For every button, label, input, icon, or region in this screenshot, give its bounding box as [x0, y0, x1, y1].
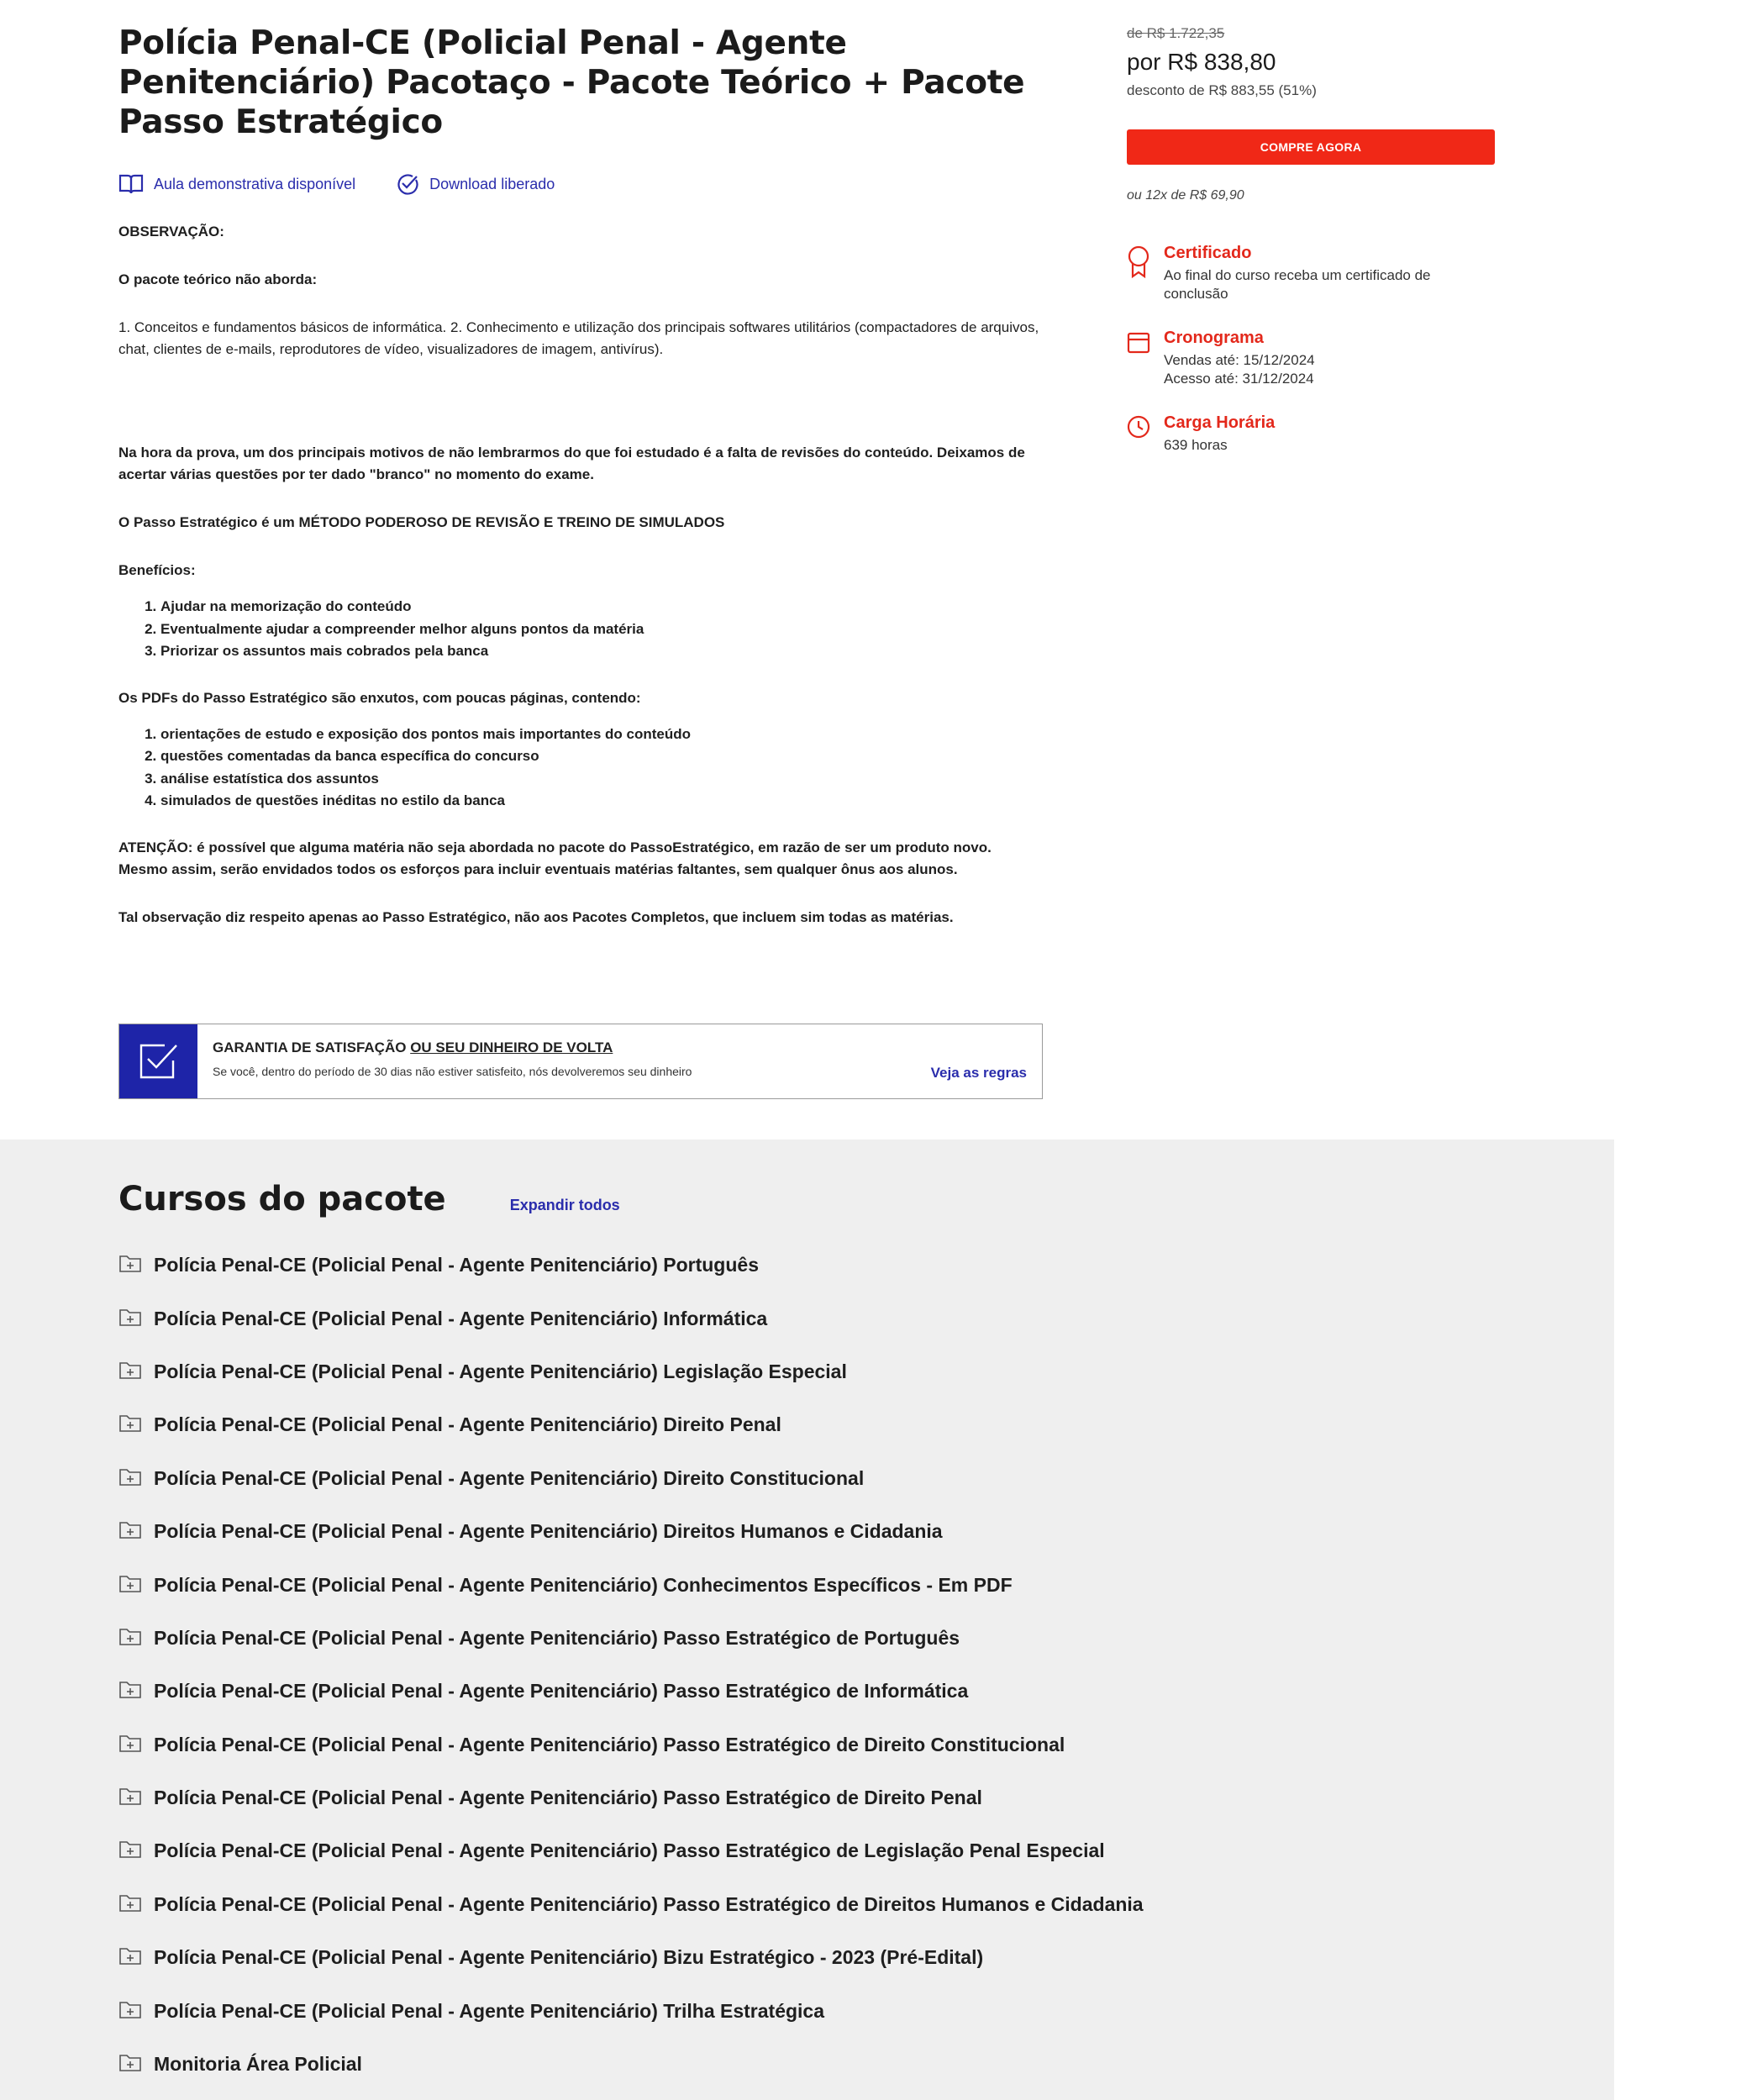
certificate-info — [1127, 244, 1497, 303]
rules-link[interactable]: Veja as regras — [930, 1065, 1027, 1081]
course-item[interactable] — [118, 1239, 1144, 1292]
guarantee-title — [213, 1039, 1025, 1056]
courses-section — [0, 1139, 1614, 2100]
installments: ou 12x de R$ 69,90 — [1127, 188, 1244, 203]
folder-plus-icon — [118, 1413, 142, 1437]
course-item[interactable] — [118, 1612, 1144, 1665]
benefits-label: Benefícios: — [118, 562, 196, 578]
guarantee-title-b: OU SEU DINHEIRO DE VOLTA — [410, 1039, 613, 1055]
course-item[interactable] — [118, 1505, 1144, 1558]
course-name: Polícia Penal-CE (Policial Penal - Agente Penitenciário) Passo Estratégico de Direitos Humanos e Cidadania — [154, 1892, 1144, 1915]
course-item[interactable] — [118, 1931, 1144, 1984]
folder-plus-icon — [118, 1839, 142, 1863]
certificate-label: Certificado — [1164, 244, 1252, 262]
review-paragraph: Na hora da prova, um dos principais motivos de não lembrarmos do que foi estudado é a falta de revisões do conteúdo. Deixamos de acertar várias questões por ter dado "branco" no momento do exame. — [118, 445, 1025, 482]
course-name: Polícia Penal-CE (Policial Penal - Agente Penitenciário) Direitos Humanos e Cidadania — [154, 1520, 943, 1543]
course-name: Polícia Penal-CE (Policial Penal - Agente Penitenciário) Passo Estratégico de Informática — [154, 1680, 969, 1703]
folder-plus-icon — [118, 1945, 142, 1970]
download-badge[interactable] — [396, 172, 555, 196]
buy-now-button[interactable]: COMPRE AGORA — [1127, 129, 1495, 165]
old-price: de R$ 1.722,35 — [1127, 25, 1225, 41]
folder-plus-icon — [118, 1733, 142, 1757]
demo-lesson-label: Aula demonstrativa disponível — [154, 175, 356, 192]
course-name: Polícia Penal-CE (Policial Penal - Agente Penitenciário) Direito Penal — [154, 1413, 781, 1436]
course-item[interactable] — [118, 1345, 1144, 1398]
ribbon-icon — [1127, 244, 1150, 303]
description — [118, 221, 1043, 929]
price: por R$ 838,80 — [1127, 49, 1276, 75]
note-paragraph: Tal observação diz respeito apenas ao Passo Estratégico, não aos Pacotes Completos, que incluem sim todas as matérias. — [118, 908, 954, 925]
obs-list: 1. Conceitos e fundamentos básicos de informática. 2. Conhecimento e utilização dos principais softwares utilitários (compactadores de arquivos, chat, clientes de e-mails, reprodutores de vídeo, visualizadores de imagem, antivírus). — [118, 319, 1039, 357]
course-name: Polícia Penal-CE (Policial Penal - Agente Penitenciário) Português — [154, 1254, 759, 1276]
info-list — [1127, 244, 1497, 455]
clock-icon — [1127, 413, 1150, 455]
folder-plus-icon — [118, 1466, 142, 1491]
discount: desconto de R$ 883,55 (51%) — [1127, 82, 1317, 98]
hours-info — [1127, 413, 1497, 455]
folder-plus-icon — [118, 2052, 142, 2076]
course-item[interactable] — [118, 1718, 1144, 1771]
calendar-icon — [1127, 329, 1150, 388]
course-name: Polícia Penal-CE (Policial Penal - Agente Penitenciário) Bizu Estratégico - 2023 (Pré-Edital) — [154, 1946, 984, 1969]
course-name: Polícia Penal-CE (Policial Penal - Agente Penitenciário) Passo Estratégico de Direito Constitucional — [154, 1733, 1065, 1755]
list-item: 4. simulados de questões inéditas no estilo da banca — [160, 790, 1043, 813]
course-item[interactable] — [118, 1984, 1144, 2037]
folder-plus-icon — [118, 1892, 142, 1917]
folder-plus-icon — [118, 1519, 142, 1544]
certificate-text: Ao final do curso receba um certificado de conclusão — [1164, 267, 1431, 302]
checkbox-icon — [119, 1024, 197, 1098]
folder-plus-icon — [118, 1253, 142, 1277]
course-name: Polícia Penal-CE (Policial Penal - Agente Penitenciário) Conhecimentos Específicos - Em PDF — [154, 1573, 1013, 1596]
folder-plus-icon — [118, 1626, 142, 1650]
folder-plus-icon — [118, 1307, 142, 1331]
guarantee-box — [118, 1024, 1043, 1099]
course-item[interactable] — [118, 1665, 1144, 1718]
courses-header — [118, 1180, 620, 1218]
course-name: Polícia Penal-CE (Policial Penal - Agente Penitenciário) Passo Estratégico de Legislação Penal Especial — [154, 1839, 1105, 1862]
course-item[interactable] — [118, 1558, 1144, 1611]
check-circle-icon — [396, 172, 419, 196]
course-list — [118, 1239, 1144, 2091]
list-item: 2. Eventualmente ajudar a compreender melhor alguns pontos da matéria — [160, 618, 1043, 641]
feature-badges — [118, 172, 1043, 196]
schedule-info — [1127, 329, 1497, 388]
course-item[interactable] — [118, 2038, 1144, 2091]
benefits-list — [118, 596, 1043, 663]
list-item: 1. orientações de estudo e exposição dos pontos mais importantes do conteúdo — [160, 724, 1043, 746]
course-name: Polícia Penal-CE (Policial Penal - Agente Penitenciário) Informática — [154, 1307, 768, 1329]
course-name: Polícia Penal-CE (Policial Penal - Agente Penitenciário) Trilha Estratégica — [154, 1999, 825, 2022]
download-label: Download liberado — [429, 175, 555, 192]
pricing-panel — [1127, 25, 1497, 480]
schedule-label: Cronograma — [1164, 329, 1264, 347]
course-name: Polícia Penal-CE (Policial Penal - Agente Penitenciário) Direito Constitucional — [154, 1466, 865, 1489]
course-item[interactable] — [118, 1878, 1144, 1931]
folder-plus-icon — [118, 1679, 142, 1703]
obs-text: O pacote teórico não aborda: — [118, 271, 318, 287]
folder-plus-icon — [118, 1573, 142, 1597]
guarantee-subtitle: Se você, dentro do período de 30 dias não estiver satisfeito, nós devolveremos seu dinheiro — [213, 1065, 692, 1078]
course-name: Monitoria Área Policial — [154, 2053, 362, 2076]
folder-plus-icon — [118, 1360, 142, 1384]
pdfs-label: Os PDFs do Passo Estratégico são enxutos, com poucas páginas, contendo: — [118, 689, 641, 706]
schedule-sales: Vendas até: 15/12/2024 — [1164, 352, 1315, 368]
hours-text: 639 horas — [1164, 437, 1228, 453]
list-item: 2. questões comentadas da banca específica do concurso — [160, 745, 1043, 768]
hours-label: Carga Horária — [1164, 413, 1276, 432]
guarantee-body — [197, 1024, 1042, 1098]
list-item: 3. análise estatística dos assuntos — [160, 768, 1043, 791]
product-main — [118, 24, 1043, 955]
course-item[interactable] — [118, 1771, 1144, 1824]
pdfs-list — [118, 724, 1043, 813]
folder-plus-icon — [118, 1999, 142, 2024]
course-item[interactable] — [118, 1398, 1144, 1451]
demo-lesson-link[interactable] — [118, 173, 355, 195]
schedule-access: Acesso até: 31/12/2024 — [1164, 371, 1314, 387]
attention-paragraph: ATENÇÃO: é possível que alguma matéria não seja abordada no pacote do PassoEstratégico, em razão de ser um produto novo. Mesmo assim, serão envidados todos os esforços para incluir eventuais matérias faltantes, sem qualquer ônus aos alunos. — [118, 839, 992, 877]
obs-label: OBSERVAÇÃO: — [118, 224, 224, 239]
course-item[interactable] — [118, 1824, 1144, 1877]
course-item[interactable] — [118, 1292, 1144, 1345]
method-paragraph: O Passo Estratégico é um MÉTODO PODEROSO DE REVISÃO E TREINO DE SIMULADOS — [118, 514, 725, 530]
course-name: Polícia Penal-CE (Policial Penal - Agente Penitenciário) Passo Estratégico de Português — [154, 1626, 960, 1649]
courses-title: Cursos do pacote — [118, 1180, 446, 1218]
book-icon — [118, 173, 144, 195]
course-name: Polícia Penal-CE (Policial Penal - Agente Penitenciário) Legislação Especial — [154, 1360, 847, 1382]
guarantee-title-a: GARANTIA DE SATISFAÇÃO — [213, 1039, 407, 1055]
list-item: 1. Ajudar na memorização do conteúdo — [160, 596, 1043, 618]
list-item: 3. Priorizar os assuntos mais cobrados pela banca — [160, 640, 1043, 663]
course-item[interactable] — [118, 1452, 1144, 1505]
page-title: Polícia Penal-CE (Policial Penal - Agente Penitenciário) Pacotaço - Pacote Teórico + Pacote Passo Estratégico — [118, 24, 1025, 141]
folder-plus-icon — [118, 1786, 142, 1810]
expand-all-link[interactable]: Expandir todos — [509, 1197, 620, 1213]
course-name: Polícia Penal-CE (Policial Penal - Agente Penitenciário) Passo Estratégico de Direito Penal — [154, 1787, 982, 1809]
